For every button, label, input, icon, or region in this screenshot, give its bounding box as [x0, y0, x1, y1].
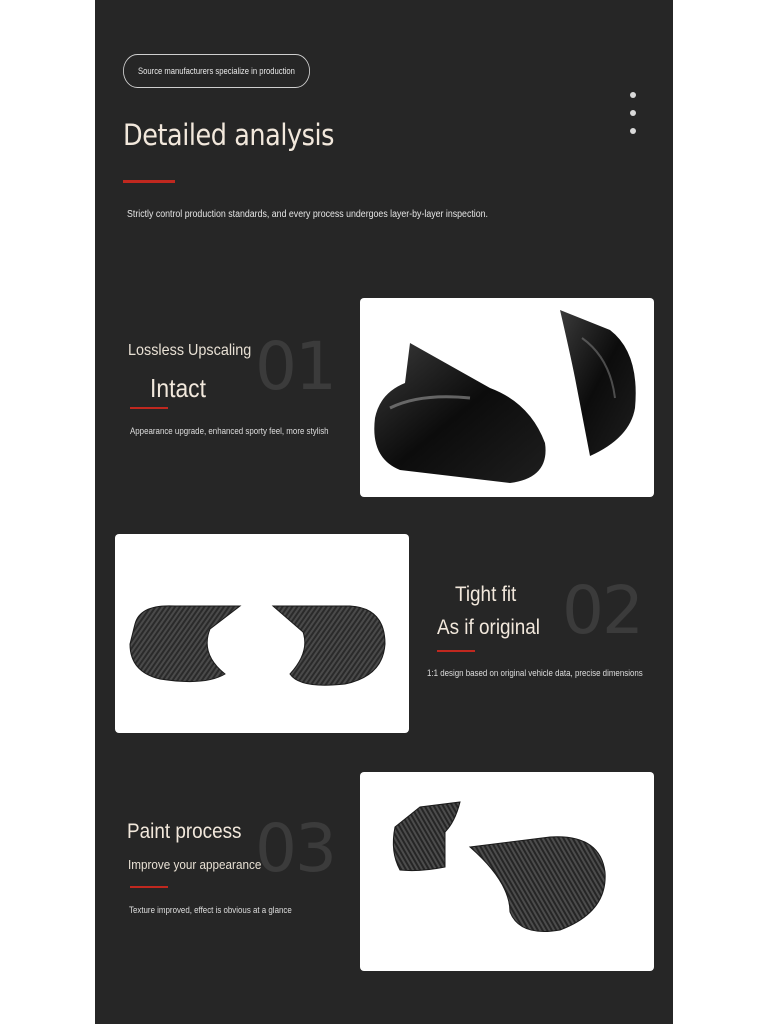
dot — [630, 128, 636, 134]
section-underline — [437, 650, 475, 652]
dot — [630, 110, 636, 116]
title-underline — [123, 180, 175, 183]
mirror-cap-image — [360, 298, 654, 497]
section-description: Appearance upgrade, enhanced sporty feel, more stylish — [130, 426, 329, 436]
more-options-icon[interactable] — [630, 92, 640, 146]
mirror-cap-image — [115, 534, 409, 733]
product-photo-carbon-mirror-caps-angle — [360, 772, 654, 971]
dot — [630, 92, 636, 98]
mirror-cap-image — [360, 772, 654, 971]
section-title: Paint process — [127, 820, 242, 843]
section-number: 03 — [255, 810, 335, 887]
section-number: 01 — [255, 328, 335, 405]
section-description: 1:1 design based on original vehicle data, precise dimensions — [427, 668, 643, 678]
section-underline — [130, 407, 168, 409]
page-title: Detailed analysis — [123, 118, 335, 152]
section-title-line2: As if original — [437, 616, 540, 639]
section-title-line1: Tight fit — [455, 583, 517, 606]
product-photo-carbon-mirror-caps — [115, 534, 409, 733]
source-badge[interactable]: Source manufacturers specialize in production — [123, 54, 310, 88]
section-title: Intact — [150, 373, 206, 403]
product-photo-glossy-mirror-caps — [360, 298, 654, 497]
section-description: Texture improved, effect is obvious at a glance — [129, 905, 292, 915]
section-number: 02 — [562, 572, 642, 649]
section-underline — [130, 886, 168, 888]
page-subtitle: Strictly control production standards, and every process undergoes layer-by-layer inspection. — [127, 209, 488, 220]
section-kicker: Lossless Upscaling — [128, 342, 252, 359]
section-kicker: Improve your appearance — [128, 857, 262, 872]
